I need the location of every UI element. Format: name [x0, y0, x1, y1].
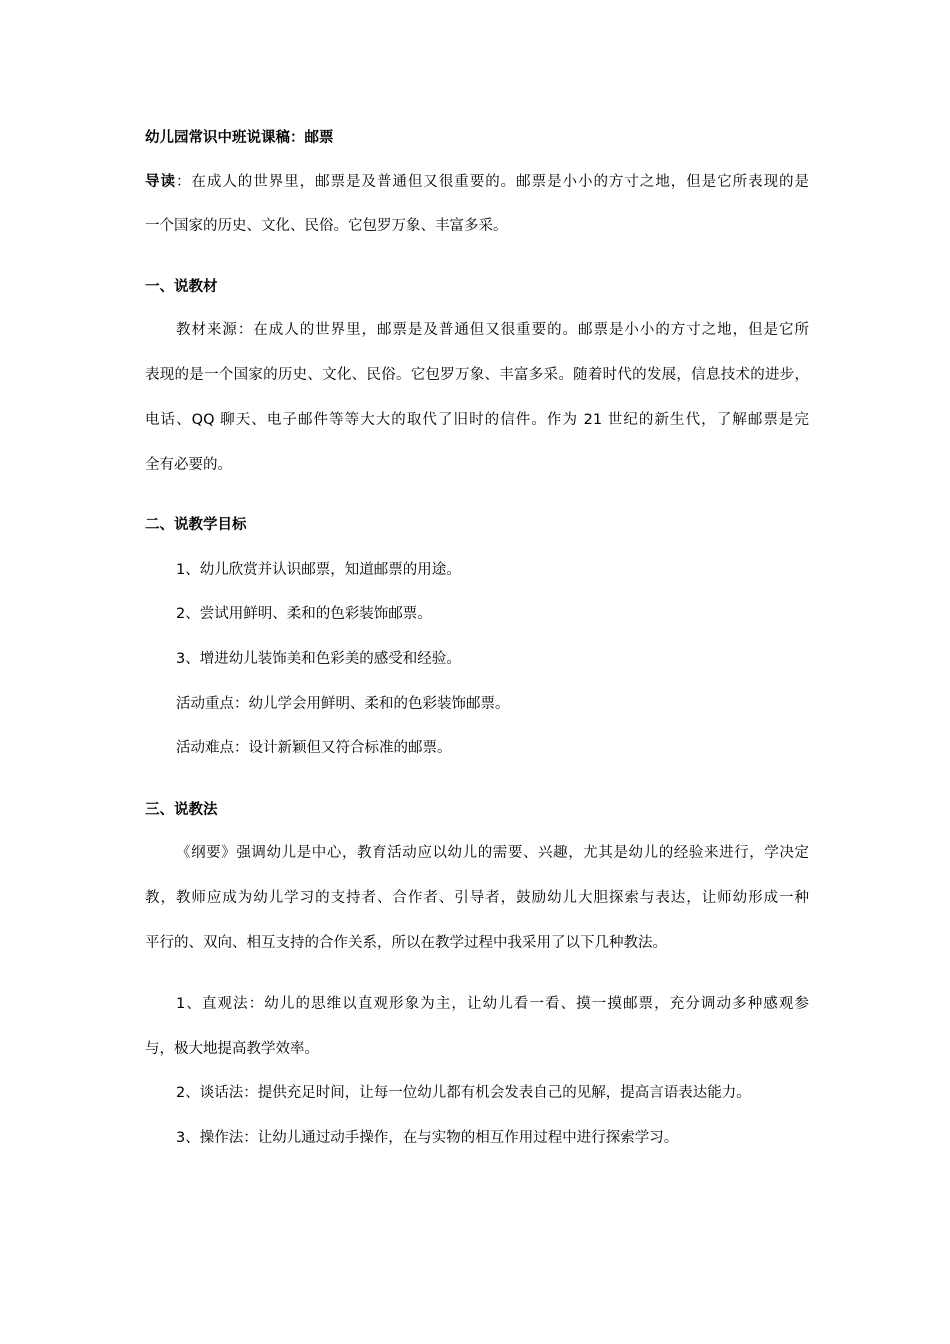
- intro-label: 导读: [145, 174, 176, 190]
- objective-item-3: 3、增进幼儿装饰美和色彩美的感受和经验。: [176, 651, 461, 667]
- section-3-para-line-1: 《纲要》强调幼儿是中心，教育活动应以幼儿的需要、兴趣，尤其是幼儿的经验来进行，学决定: [176, 845, 809, 861]
- section-1-line-1: 教材来源：在成人的世界里，邮票是及普通但又很重要的。邮票是小小的方寸之地，但是它所: [176, 322, 809, 338]
- activity-key-point: 活动重点：幼儿学会用鲜明、柔和的色彩装饰邮票。: [176, 696, 510, 712]
- section-1-heading: 一、说教材: [145, 279, 218, 295]
- objective-item-2: 2、尝试用鲜明、柔和的色彩装饰邮票。: [176, 606, 432, 622]
- section-2-heading: 二、说教学目标: [145, 517, 247, 533]
- section-1-line-2: 表现的是一个国家的历史、文化、民俗。它包罗万象、丰富多采。随着时代的发展，信息技术的进步，: [145, 367, 809, 383]
- method-1-line-2: 与，极大地提高教学效率。: [145, 1041, 319, 1057]
- section-1-line-3: 电话、QQ 聊天、电子邮件等等大大的取代了旧时的信件。作为 21 世纪的新生代，了解邮票是完: [145, 412, 809, 428]
- intro-line-1: [145, 172, 809, 192]
- method-3: 3、操作法：让幼儿通过动手操作，在与实物的相互作用过程中进行探索学习。: [176, 1130, 679, 1146]
- section-3-para-line-2: 教，教师应成为幼儿学习的支持者、合作者、引导者，鼓励幼儿大胆探索与表达，让师幼形成一种: [145, 890, 809, 906]
- activity-difficulty: 活动难点：设计新颖但又符合标准的邮票。: [176, 740, 452, 756]
- method-1-line-1: 1、直观法：幼儿的思维以直观形象为主，让幼儿看一看、摸一摸邮票，充分调动多种感观参: [176, 996, 809, 1012]
- document-title: 幼儿园常识中班说课稿：邮票: [145, 130, 334, 146]
- intro-line-2: 一个国家的历史、文化、民俗。它包罗万象、丰富多采。: [145, 218, 508, 234]
- method-2: 2、谈话法：提供充足时间，让每一位幼儿都有机会发表自己的见解，提高言语表达能力。: [176, 1085, 751, 1101]
- section-1-line-4: 全有必要的。: [145, 457, 232, 473]
- objective-item-1: 1、幼儿欣赏并认识邮票，知道邮票的用途。: [176, 562, 461, 578]
- intro-text-1: ：在成人的世界里，邮票是及普通但又很重要的。邮票是小小的方寸之地，但是它所表现的是: [175, 174, 810, 190]
- section-3-para-line-3: 平行的、双向、相互支持的合作关系，所以在教学过程中我采用了以下几种教法。: [145, 935, 667, 951]
- section-3-heading: 三、说教法: [145, 802, 218, 818]
